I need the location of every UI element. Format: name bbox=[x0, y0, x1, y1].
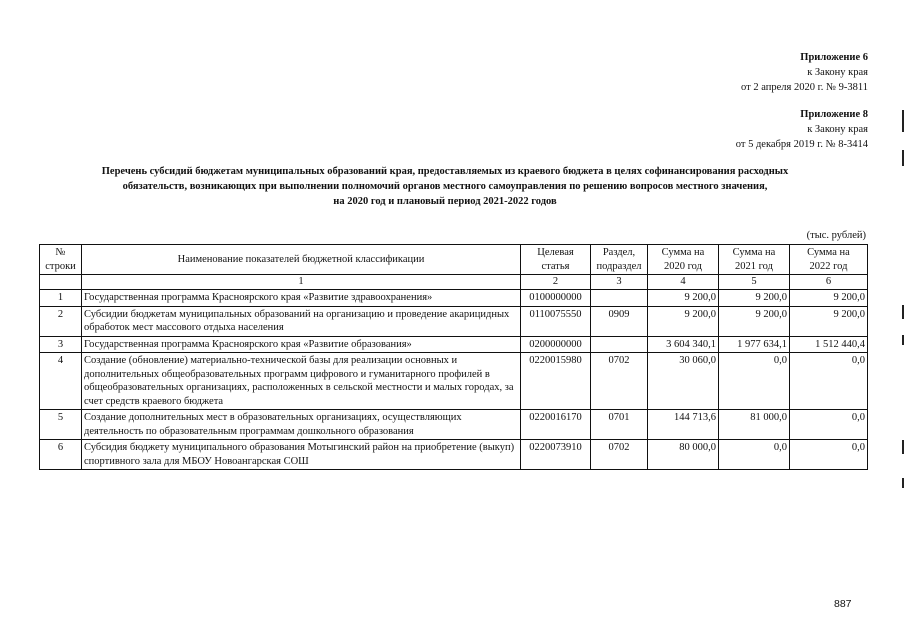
row-target: 0100000000 bbox=[521, 290, 591, 307]
scan-margin-mark bbox=[902, 440, 904, 454]
row-sum-2020: 80 000,0 bbox=[648, 440, 719, 470]
row-target: 0220015980 bbox=[521, 353, 591, 410]
row-section: 0702 bbox=[591, 440, 648, 470]
row-target: 0110075550 bbox=[521, 306, 591, 336]
row-number: 3 bbox=[40, 336, 82, 353]
row-sum-2022: 0,0 bbox=[790, 440, 868, 470]
appendix-8-date: от 5 декабря 2019 г. № 8-3414 bbox=[735, 139, 868, 150]
row-sum-2022: 9 200,0 bbox=[790, 290, 868, 307]
row-section: 0909 bbox=[591, 306, 648, 336]
appendix-8-title: Приложение 8 bbox=[800, 109, 868, 120]
row-sum-2021: 81 000,0 bbox=[719, 410, 790, 440]
row-name: Создание дополнительных мест в образовательных организациях, осуществляющих деятельность по образовательным программам дошкольного образования bbox=[82, 410, 521, 440]
row-number: 1 bbox=[40, 290, 82, 307]
row-sum-2020: 144 713,6 bbox=[648, 410, 719, 440]
scan-margin-mark bbox=[902, 150, 904, 166]
table-row bbox=[40, 306, 868, 336]
row-name: Государственная программа Красноярского края «Развитие образования» bbox=[82, 336, 521, 353]
column-number: 5 bbox=[719, 275, 790, 290]
row-name: Создание (обновление) материально-технической базы для реализации основных и дополнительных общеобразовательных программ цифрового и гуманитарного профилей в общеобразовательных организациях, расположенных в сельской местности и малых городах, за счет средств краевого бюджета bbox=[82, 353, 521, 410]
table-header-row bbox=[40, 245, 868, 275]
row-number: 2 bbox=[40, 306, 82, 336]
row-name: Субсидия бюджету муниципального образования Мотыгинский район на приобретение (выкуп) спортивного зала для МБОУ Новоангарская СОШ bbox=[82, 440, 521, 470]
row-sum-2020: 3 604 340,1 bbox=[648, 336, 719, 353]
row-sum-2022: 0,0 bbox=[790, 410, 868, 440]
row-sum-2021: 9 200,0 bbox=[719, 290, 790, 307]
document-title-line-2: обязательств, возникающих при выполнении полномочий органов местного самоуправления по решению вопросов местного значения, bbox=[122, 181, 768, 192]
row-sum-2021: 0,0 bbox=[719, 353, 790, 410]
appendix-6-title: Приложение 6 bbox=[800, 52, 868, 63]
scan-margin-mark bbox=[902, 335, 904, 345]
header-sum-2021: Сумма на 2021 год bbox=[719, 245, 790, 275]
row-sum-2021: 9 200,0 bbox=[719, 306, 790, 336]
document-title-line-3: на 2020 год и плановый период 2021-2022 годов bbox=[333, 196, 557, 207]
table-row bbox=[40, 336, 868, 353]
document-title-line-1: Перечень субсидий бюджетам муниципальных образований края, предоставляемых из краевого бюджета в целях софинансирования расходных bbox=[101, 166, 789, 177]
column-number: 4 bbox=[648, 275, 719, 290]
column-number: 1 bbox=[82, 275, 521, 290]
row-sum-2022: 9 200,0 bbox=[790, 306, 868, 336]
header-sum-2022: Сумма на 2022 год bbox=[790, 245, 868, 275]
header-row-number: № строки bbox=[40, 245, 82, 275]
header-target: Целевая статья bbox=[521, 245, 591, 275]
row-section: 0701 bbox=[591, 410, 648, 440]
page-number: 887 bbox=[834, 598, 852, 610]
column-number: 2 bbox=[521, 275, 591, 290]
appendix-8-block bbox=[736, 107, 868, 152]
row-target: 0220016170 bbox=[521, 410, 591, 440]
header-name: Наименование показателей бюджетной классификации bbox=[82, 245, 521, 275]
row-sum-2020: 9 200,0 bbox=[648, 306, 719, 336]
row-section bbox=[591, 336, 648, 353]
row-sum-2022: 1 512 440,4 bbox=[790, 336, 868, 353]
row-sum-2021: 0,0 bbox=[719, 440, 790, 470]
column-number: 6 bbox=[790, 275, 868, 290]
scan-margin-mark bbox=[902, 110, 904, 132]
row-number: 5 bbox=[40, 410, 82, 440]
table-row bbox=[40, 440, 868, 470]
column-number-blank bbox=[40, 275, 82, 290]
row-name: Государственная программа Красноярского края «Развитие здравоохранения» bbox=[82, 290, 521, 307]
header-section: Раздел, подраздел bbox=[591, 245, 648, 275]
table-row bbox=[40, 353, 868, 410]
appendix-6-date: от 2 апреля 2020 г. № 9-3811 bbox=[741, 82, 868, 93]
subsidies-table bbox=[39, 244, 868, 470]
scan-margin-mark bbox=[902, 478, 904, 488]
row-name: Субсидии бюджетам муниципальных образований на организацию и проведение акарицидных обработок мест массового отдыха населения bbox=[82, 306, 521, 336]
row-sum-2022: 0,0 bbox=[790, 353, 868, 410]
document-title bbox=[40, 164, 850, 209]
column-number: 3 bbox=[591, 275, 648, 290]
units-label: (тыс. рублей) bbox=[806, 230, 866, 241]
row-sum-2020: 9 200,0 bbox=[648, 290, 719, 307]
row-section bbox=[591, 290, 648, 307]
appendix-6-block bbox=[741, 50, 868, 95]
row-target: 0220073910 bbox=[521, 440, 591, 470]
table-row bbox=[40, 410, 868, 440]
row-sum-2021: 1 977 634,1 bbox=[719, 336, 790, 353]
appendix-6-law: к Закону края bbox=[807, 67, 868, 78]
table-row bbox=[40, 290, 868, 307]
scan-margin-mark bbox=[902, 305, 904, 319]
row-number: 6 bbox=[40, 440, 82, 470]
row-target: 0200000000 bbox=[521, 336, 591, 353]
header-sum-2020: Сумма на 2020 год bbox=[648, 245, 719, 275]
row-number: 4 bbox=[40, 353, 82, 410]
column-numbers-row bbox=[40, 275, 868, 290]
row-section: 0702 bbox=[591, 353, 648, 410]
appendix-8-law: к Закону края bbox=[807, 124, 868, 135]
row-sum-2020: 30 060,0 bbox=[648, 353, 719, 410]
